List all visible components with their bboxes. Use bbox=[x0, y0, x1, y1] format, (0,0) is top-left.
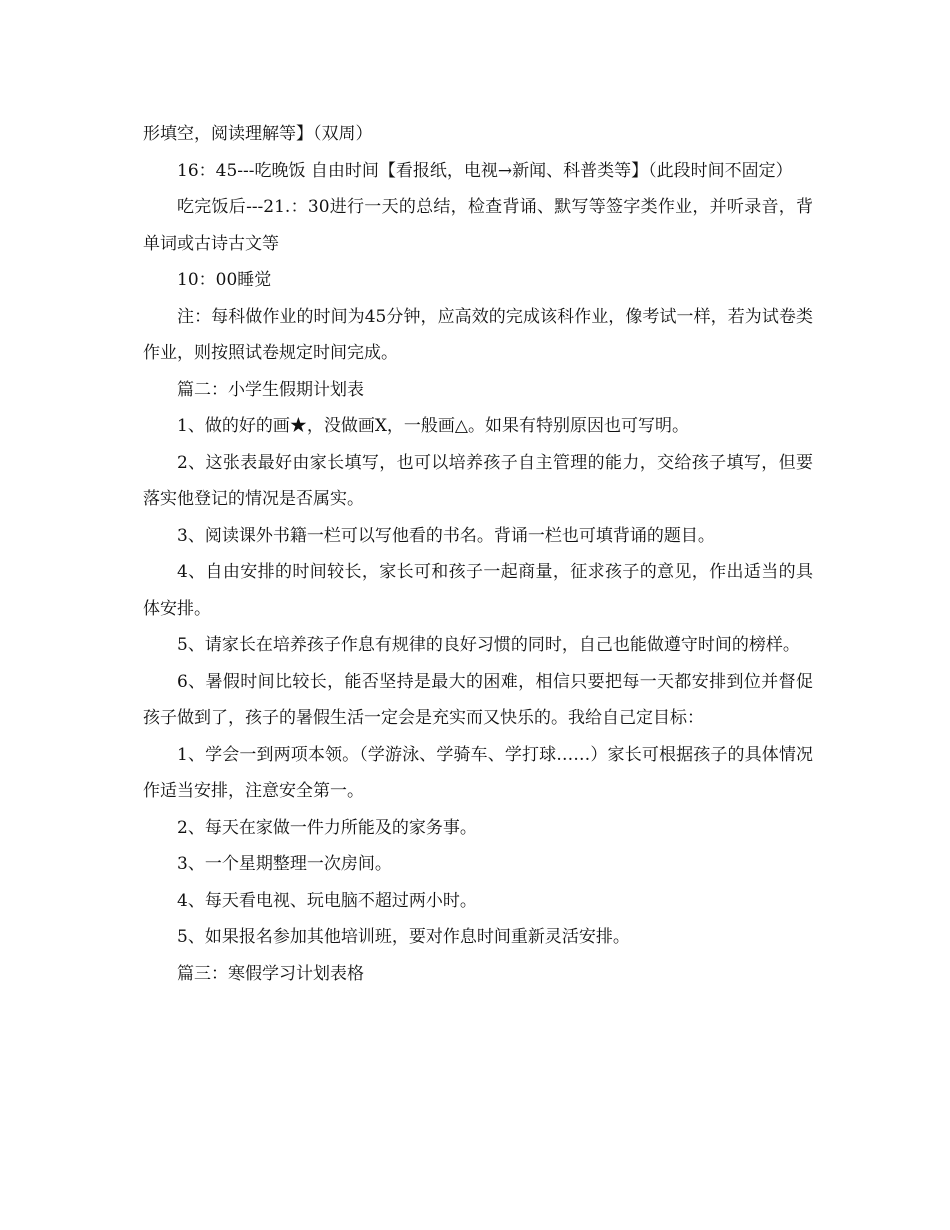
paragraph-note: 注：每科做作业的时间为45分钟，应高效的完成该科作业，像考试一样，若为试卷类作业，则按照试卷规定时间完成。 bbox=[143, 306, 813, 363]
list-item-rule-1: 1、做的好的画★，没做画X，一般画△。如果有特别原因也可写明。 bbox=[177, 416, 689, 436]
list-item-goal-4: 4、每天看电视、玩电脑不超过两小时。 bbox=[177, 890, 477, 911]
list-item-rule-2: 2、这张表最好由家长填写，也可以培养孩子自主管理的能力，交给孩子填写，但要落实他登记的情况是否属实。 bbox=[143, 452, 813, 509]
paragraph-after-dinner: 吃完饭后---21.：30进行一天的总结，检查背诵、默写等签字类作业，并听录音，背单词或古诗古文等 bbox=[143, 197, 813, 254]
paragraph-continuation: 形填空，阅读理解等】（双周） bbox=[143, 124, 373, 144]
list-item-rule-5: 5、请家长在培养孩子作息有规律的良好习惯的同时，自己也能做遵守时间的榜样。 bbox=[177, 635, 800, 655]
list-item-rule-4: 4、自由安排的时间较长，家长可和孩子一起商量，征求孩子的意见，作出适当的具体安排。 bbox=[143, 562, 813, 619]
paragraph-sleep-time: 10：00睡觉 bbox=[177, 270, 272, 290]
list-item-rule-3: 3、阅读课外书籍一栏可以写他看的书名。背诵一栏也可填背诵的题目。 bbox=[177, 525, 715, 546]
paragraph-dinner-time: 16：45---吃晚饭 自由时间【看报纸，电视→新闻、科普类等】（此段时间不固定） bbox=[177, 160, 793, 181]
list-item-goal-1: 1、学会一到两项本领。（学游泳、学骑车、学打球……）家长可根据孩子的具体情况作适当安排，注意安全第一。 bbox=[143, 744, 813, 801]
section-heading-part-three: 篇三：寒假学习计划表格 bbox=[177, 963, 364, 984]
list-item-rule-6: 6、暑假时间比较长，能否坚持是最大的困难，相信只要把每一天都安排到位并督促孩子做到了，孩子的暑假生活一定会是充实而又快乐的。我给自己定目标： bbox=[143, 671, 813, 728]
list-item-goal-2: 2、每天在家做一件力所能及的家务事。 bbox=[177, 817, 477, 838]
section-heading-part-two: 篇二：小学生假期计划表 bbox=[177, 379, 364, 400]
list-item-goal-3: 3、一个星期整理一次房间。 bbox=[177, 854, 392, 874]
document-body bbox=[143, 116, 813, 992]
list-item-goal-5: 5、如果报名参加其他培训班，要对作息时间重新灵活安排。 bbox=[177, 927, 630, 947]
